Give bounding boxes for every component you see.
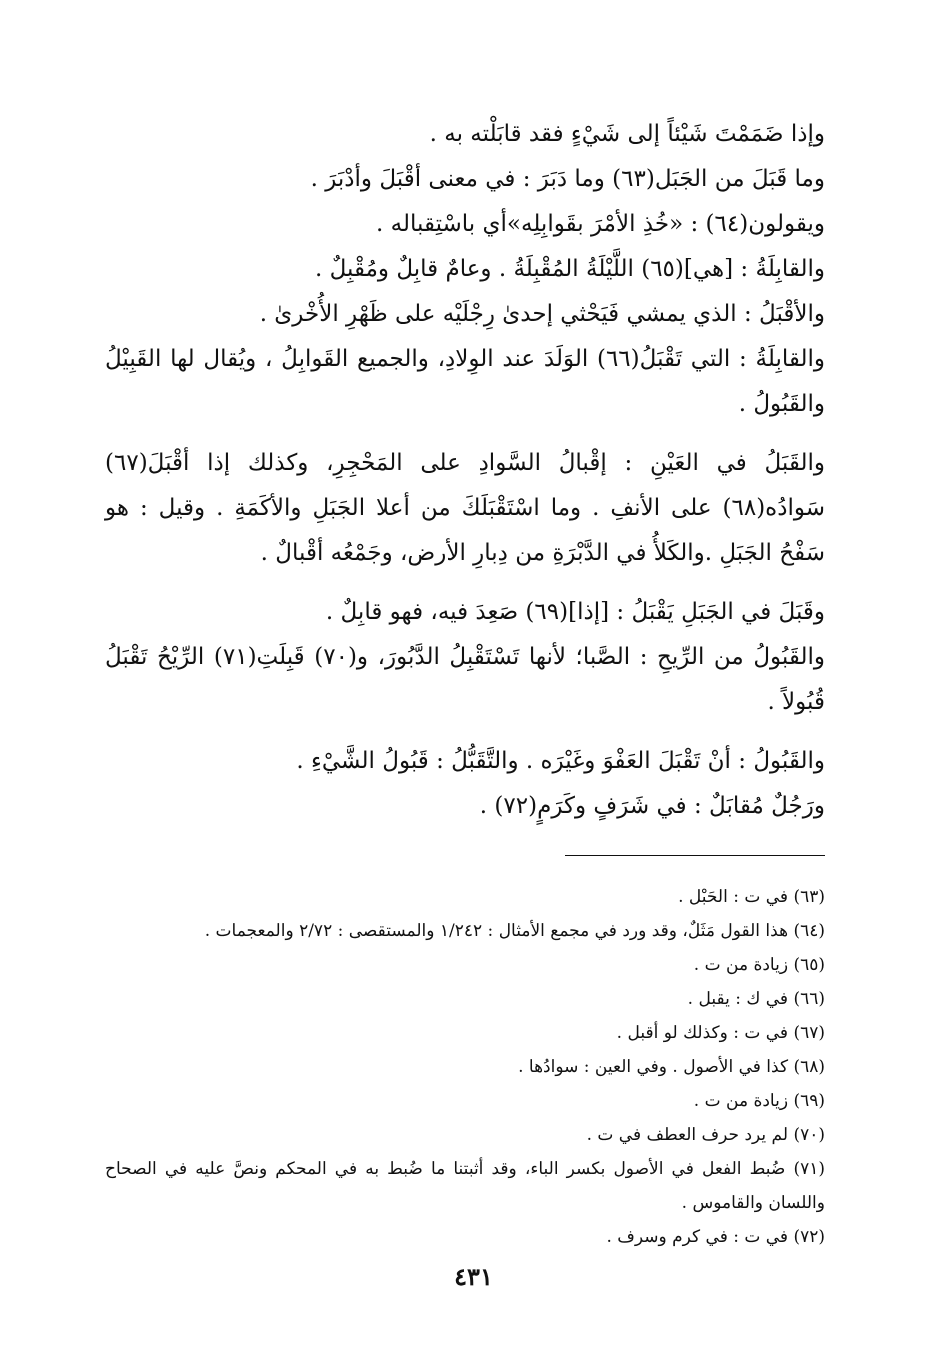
paragraph: والأقْبَلُ : الذي يمشي فَيَحْثي إحدىٰ رِجْلَيْه على ظَهْرِ الأُخْرىٰ . [259, 301, 825, 327]
footnotes [105, 880, 825, 1254]
paragraph: والقَبُولُ من الرِّيحِ : الصَّبا؛ لأنها تَسْتَقْبِلُ الدَّبُورَ، و(٧٠) قَبِلَتِ(٧١) الرِّيْحُ تَقْبَلُ قُبُولاً . [105, 644, 825, 715]
footnote-divider [565, 855, 825, 856]
main-text [105, 112, 825, 829]
footnote: (٦٦) في ك : يقبل . [687, 989, 825, 1009]
paragraph: وما قَبَلَ من الجَبَل(٦٣) وما دَبَرَ : في معنى أقْبَلَ وأدْبَرَ . [310, 166, 825, 192]
footnote: (٧٠) لم يرد حرف العطف في ت . [586, 1125, 825, 1145]
footnote: (٦٧) في ت : وكذلك لو أقبل . [616, 1023, 825, 1043]
footnote: (٧٢) في ت : في كرم وسرف . [606, 1227, 825, 1247]
footnote: (٦٨) كذا في الأصول . وفي العين : سوادُها . [518, 1057, 825, 1077]
footnote: (٦٩) زيادة من ت . [693, 1091, 825, 1111]
paragraph: وقَبَلَ في الجَبَلِ يَقْبَلُ : [إذا](٦٩) صَعِدَ فيه، فهو قابِلٌ . [325, 599, 825, 625]
paragraph: ورَجُلٌ مُقابَلٌ : في شَرَفٍ وكَرَمٍ(٧٢) . [479, 793, 825, 819]
paragraph: والقابِلَةُ : التي تَقْبَلُ(٦٦) الوَلَدَ عند الوِلادِ، والجميع القَوابِلُ ، ويُقال لها القَبِيْلُ والقَبُولُ . [105, 346, 825, 417]
paragraph: والقابِلَةُ : [هي](٦٥) اللَّيْلَةُ المُقْبِلَةُ . وعامٌ قابِلٌ ومُقْبِلٌ . [314, 256, 825, 282]
paragraph: وإذا ضَمَمْتَ شَيْئاً إلى شَيْءٍ فقد قابَلْته به . [429, 121, 825, 147]
paragraph: ويقولون(٦٤) : «خُذِ الأمْرَ بقَوابِلِه»أي باسْتِقباله . [376, 211, 825, 237]
paragraph: والقَبَلُ في العَيْنِ : إقْبالُ السَّوادِ على المَحْجِرِ، وكذلك إذا أقْبَلَ(٦٧) سَوادُه(٦٨) على الأنفِ . وما اسْتَقْبَلَكَ من أعلا الجَبَلِ والأكَمَةِ . وقيل : هو سَفْحُ الجَبَلِ .والكَلأُ في الدَّبْرَةِ من دِبارِ الأرض، وجَمْعُه أقْبالٌ . [105, 450, 825, 566]
footnote: (٦٥) زيادة من ت . [693, 955, 825, 975]
footnote: (٦٣) في ت : الحَبْل . [678, 887, 825, 907]
paragraph: والقَبُولُ : أنْ تَقْبَلَ العَفْوَ وغَيْرَه . والتَّقَبُّلُ : قَبُولُ الشَّيْءِ . [296, 748, 825, 774]
footnote: (٧١) ضُبط الفعل في الأصول بكسر الباء، وقد أثبتنا ما ضُبط به في المحكم ونصَّ عليه في الصحاح واللسان والقاموس . [105, 1159, 825, 1213]
page-number: ٤٣١ [454, 1262, 493, 1291]
footnote: (٦٤) هذا القول مَثَلٌ، وقد ورد في مجمع الأمثال : ١/٢٤٢ والمستقصى : ٢/٧٢ والمعجمات . [204, 921, 825, 941]
